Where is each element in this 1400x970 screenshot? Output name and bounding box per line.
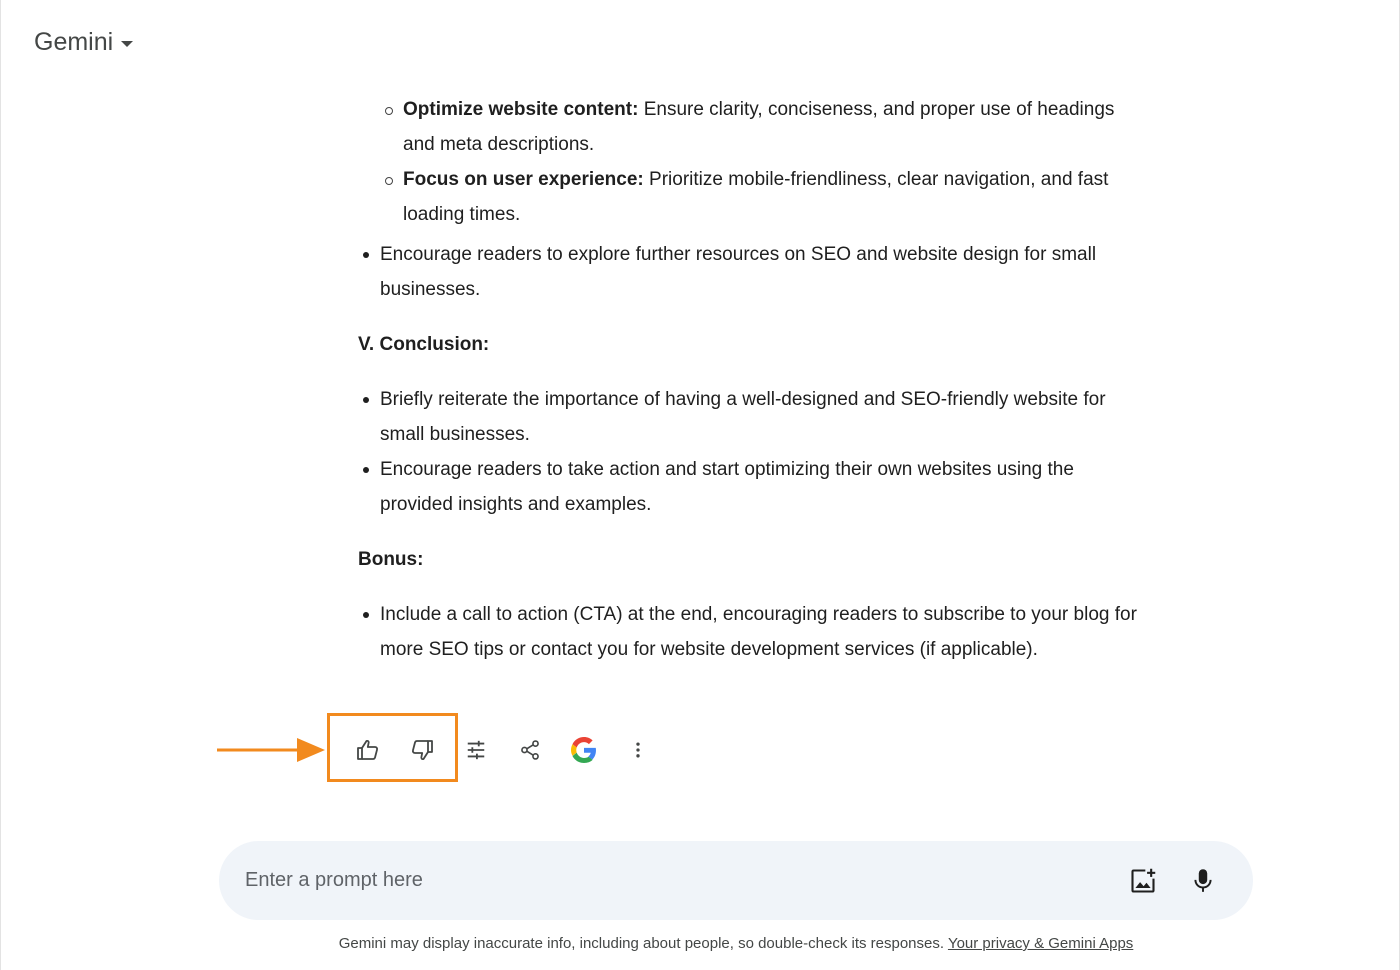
modify-response-button[interactable]	[449, 728, 503, 772]
more-vert-icon	[628, 740, 648, 760]
list-item	[403, 162, 1138, 232]
google-icon	[571, 737, 597, 763]
thumbs-down-button[interactable]	[395, 728, 449, 772]
list-item: Encourage readers to explore further resources on SEO and website design for small businesses.	[380, 237, 1138, 307]
section-heading-bonus: Bonus:	[358, 549, 424, 570]
app-title: Gemini	[34, 28, 114, 56]
conclusion-list	[358, 382, 1138, 522]
list-item: Include a call to action (CTA) at the end, encouraging readers to subscribe to your blog for more SEO tips or contact you for website development services (if applicable).	[380, 597, 1138, 667]
sub-bullet-list	[358, 92, 1138, 232]
list-item-bold: Focus on user experience:	[403, 169, 644, 190]
tune-icon	[465, 739, 487, 761]
prompt-bar	[219, 841, 1253, 920]
microphone-button[interactable]	[1179, 857, 1227, 905]
bullet-list	[358, 237, 1138, 307]
microphone-icon	[1190, 868, 1216, 894]
double-check-button[interactable]	[557, 728, 611, 772]
model-selector[interactable]	[34, 28, 133, 57]
disclaimer	[1, 935, 1400, 952]
list-item-bold: Optimize website content:	[403, 99, 639, 120]
more-options-button[interactable]	[611, 728, 665, 772]
thumbs-down-icon	[410, 738, 434, 762]
list-item	[403, 92, 1138, 162]
bonus-list	[358, 597, 1138, 667]
response-content	[358, 92, 1138, 667]
privacy-link[interactable]: Your privacy & Gemini Apps	[947, 935, 1134, 952]
list-item: Encourage readers to take action and start optimizing their own websites using the provided insights and examples.	[380, 452, 1138, 522]
disclaimer-text: Gemini may display inaccurate info, including about people, so double-check its responses.	[338, 935, 945, 952]
add-image-icon	[1129, 867, 1157, 895]
thumbs-up-button[interactable]	[341, 728, 395, 772]
thumbs-up-icon	[356, 738, 380, 762]
list-item-text: Ensure clarity, conciseness, and proper use of headings and meta descriptions.	[403, 99, 1115, 155]
section-heading-conclusion: V. Conclusion:	[358, 334, 490, 355]
share-button[interactable]	[503, 728, 557, 772]
list-item-text: Prioritize mobile-friendliness, clear navigation, and fast loading times.	[403, 169, 1109, 225]
prompt-input[interactable]	[245, 869, 1107, 892]
share-icon	[519, 739, 541, 761]
callout-arrow	[217, 737, 329, 763]
caret-down-icon	[121, 41, 133, 47]
add-image-button[interactable]	[1119, 857, 1167, 905]
response-action-bar	[341, 728, 665, 772]
list-item: Briefly reiterate the importance of having a well-designed and SEO-friendly website for small businesses.	[380, 382, 1138, 452]
